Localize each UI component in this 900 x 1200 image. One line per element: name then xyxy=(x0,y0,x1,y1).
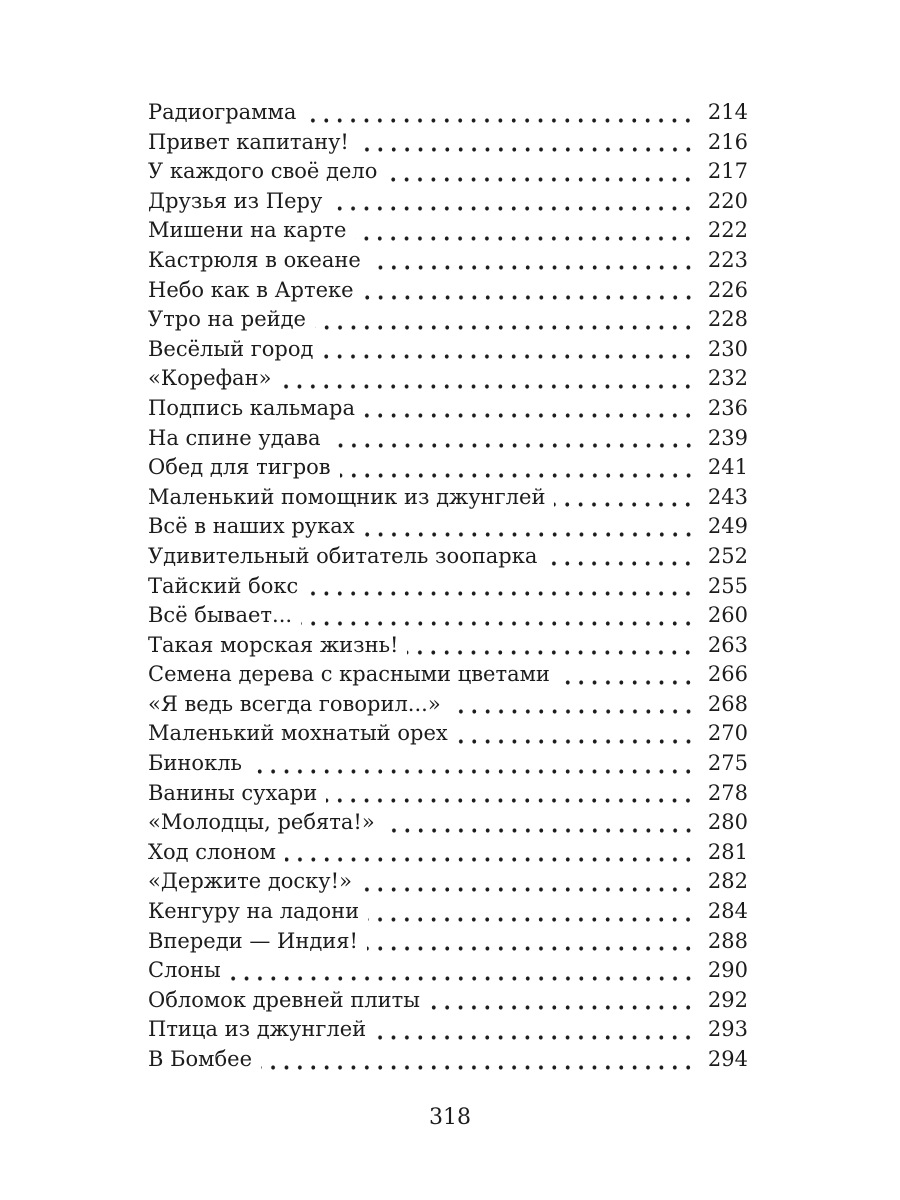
toc-entry-page-number: 239 xyxy=(707,425,748,450)
toc-entry-title: Обед для тигров xyxy=(148,455,331,480)
toc-entry-page-number: 293 xyxy=(707,1017,748,1042)
toc-entry-title: «Корефан» xyxy=(148,366,272,391)
dot-leader xyxy=(322,335,694,365)
toc-entry-page-number: 255 xyxy=(707,573,748,598)
dot-leader xyxy=(230,956,695,986)
toc-entry xyxy=(148,897,748,927)
toc-entry xyxy=(148,719,748,749)
toc-entry-page-number: 232 xyxy=(707,366,748,391)
dot-leader xyxy=(384,808,695,838)
toc-entry-title: Такая морская жизнь! xyxy=(148,632,399,657)
toc-entry-title: Утро на рейде xyxy=(148,307,306,332)
toc-entry-title: Семена дерева с красными цветами xyxy=(148,662,550,687)
toc-entry-page-number: 217 xyxy=(707,159,748,184)
dot-leader xyxy=(305,98,695,128)
toc-entry-page-number: 226 xyxy=(707,277,748,302)
toc-entry xyxy=(148,808,748,838)
toc-entry xyxy=(148,1015,748,1045)
toc-entry-title: «Держите доску!» xyxy=(148,869,352,894)
toc-entry-page-number: 243 xyxy=(707,484,748,509)
toc-entry xyxy=(148,986,748,1016)
toc-entry xyxy=(148,838,748,868)
toc-entry-page-number: 228 xyxy=(707,307,748,332)
toc-entry-page-number: 281 xyxy=(707,839,748,864)
toc-entry xyxy=(148,749,748,779)
toc-entry xyxy=(148,216,748,246)
toc-entry-page-number: 275 xyxy=(707,751,748,776)
toc-entry xyxy=(148,394,748,424)
toc-entry-page-number: 249 xyxy=(707,514,748,539)
toc-entry-title: Небо как в Артеке xyxy=(148,277,354,302)
toc-entry xyxy=(148,512,748,542)
toc-entry xyxy=(148,364,748,394)
toc-entry-title: Слоны xyxy=(148,958,221,983)
dot-leader xyxy=(280,364,694,394)
dot-leader xyxy=(364,394,695,424)
toc-entry-page-number: 278 xyxy=(707,780,748,805)
toc-entry-page-number: 268 xyxy=(707,691,748,716)
dot-leader xyxy=(364,512,695,542)
toc-entry-title: Маленький мохнатый орех xyxy=(148,721,448,746)
dot-leader xyxy=(315,305,695,335)
toc-entry-page-number: 270 xyxy=(707,721,748,746)
toc-entry-page-number: 236 xyxy=(707,395,748,420)
dot-leader xyxy=(363,276,695,306)
toc-entry-title: Кенгуру на ладони xyxy=(148,899,360,924)
toc-entry xyxy=(148,276,748,306)
toc-entry xyxy=(148,453,748,483)
dot-leader xyxy=(358,128,695,158)
toc-entry-page-number: 282 xyxy=(707,869,748,894)
toc-entry-page-number: 220 xyxy=(707,188,748,213)
toc-entry xyxy=(148,157,748,187)
toc-entry xyxy=(148,424,748,454)
dot-leader xyxy=(407,631,694,661)
toc-entry-page-number: 252 xyxy=(707,543,748,568)
dot-leader xyxy=(368,897,695,927)
toc-entry-page-number: 284 xyxy=(707,899,748,924)
toc-entry-page-number: 290 xyxy=(707,958,748,983)
toc-entry xyxy=(148,128,748,158)
toc-entry-title: Впереди — Индия! xyxy=(148,928,358,953)
dot-leader xyxy=(367,927,695,957)
toc-entry-page-number: 266 xyxy=(707,662,748,687)
toc-entry-title: Ванины сухари xyxy=(148,780,318,805)
toc-entry-page-number: 222 xyxy=(707,218,748,243)
toc-entry xyxy=(148,779,748,809)
dot-leader xyxy=(450,690,695,720)
toc-entry-title: «Молодцы, ребята!» xyxy=(148,810,375,835)
page-folio-number: 318 xyxy=(429,1105,471,1130)
toc-entry-title: У каждого своё дело xyxy=(148,159,378,184)
dot-leader xyxy=(261,1045,695,1075)
toc-entry-title: На спине удава xyxy=(148,425,321,450)
toc-entry xyxy=(148,98,748,128)
dot-leader xyxy=(361,867,695,897)
toc-entry xyxy=(148,1045,748,1075)
dot-leader xyxy=(251,749,695,779)
toc-entry-page-number: 214 xyxy=(707,100,748,124)
dot-leader xyxy=(340,453,695,483)
toc-entry-page-number: 241 xyxy=(707,455,748,480)
toc-entry-page-number: 294 xyxy=(707,1047,748,1071)
toc-entry-title: Друзья из Перу xyxy=(148,188,323,213)
toc-entry xyxy=(148,601,748,631)
toc-entry-title: Всё бывает... xyxy=(148,603,293,628)
toc-entry xyxy=(148,246,748,276)
dot-leader xyxy=(554,483,694,513)
dot-leader xyxy=(370,246,695,276)
toc-entry-title: «Я ведь всегда говорил...» xyxy=(148,691,441,716)
dot-leader xyxy=(326,779,695,809)
toc-entry-page-number: 280 xyxy=(707,810,748,835)
dot-leader xyxy=(355,216,694,246)
dot-leader xyxy=(307,572,695,602)
toc-entry-page-number: 288 xyxy=(707,928,748,953)
dot-leader xyxy=(301,601,695,631)
toc-entry xyxy=(148,660,748,690)
toc-entry xyxy=(148,690,748,720)
dot-leader xyxy=(331,187,695,217)
toc-entry-title: Весёлый город xyxy=(148,336,314,361)
toc-entry-title: Маленький помощник из джунглей xyxy=(148,484,546,509)
toc-entry xyxy=(148,335,748,365)
dot-leader xyxy=(330,424,695,454)
toc-entry-page-number: 230 xyxy=(707,336,748,361)
toc-entry xyxy=(148,572,748,602)
dot-leader xyxy=(285,838,695,868)
toc-entry-page-number: 263 xyxy=(707,632,748,657)
toc-entry-page-number: 292 xyxy=(707,987,748,1012)
toc-entry-title: Бинокль xyxy=(148,751,242,776)
toc-entry xyxy=(148,542,748,572)
toc-entry xyxy=(148,956,748,986)
toc-entry-title: Радиограмма xyxy=(148,100,297,124)
toc-entry-title: Подпись кальмара xyxy=(148,395,355,420)
toc-entry-page-number: 223 xyxy=(707,247,748,272)
toc-entry-title: Птица из джунглей xyxy=(148,1017,367,1042)
toc-entry-title: Мишени на карте xyxy=(148,218,347,243)
toc-entry xyxy=(148,187,748,217)
dot-leader xyxy=(386,157,695,187)
toc-entry-title: Тайский бокс xyxy=(148,573,299,598)
toc-entry-page-number: 260 xyxy=(707,603,748,628)
toc-entry-title: В Бомбее xyxy=(148,1047,253,1071)
toc-entry-title: Привет капитану! xyxy=(148,129,349,154)
toc-entry-title: Обломок древней плиты xyxy=(148,987,421,1012)
toc-entry-title: Удивительный обитатель зоопарка xyxy=(148,543,538,568)
table-of-contents xyxy=(148,98,748,1075)
dot-leader xyxy=(457,719,695,749)
toc-entry-title: Кастрюля в океане xyxy=(148,247,361,272)
toc-entry xyxy=(148,305,748,335)
toc-entry-title: Ход слоном xyxy=(148,839,276,864)
toc-entry-page-number: 216 xyxy=(707,129,748,154)
toc-entry xyxy=(148,867,748,897)
toc-entry xyxy=(148,927,748,957)
toc-entry xyxy=(148,483,748,513)
dot-leader xyxy=(429,986,695,1016)
dot-leader xyxy=(559,660,695,690)
dot-leader xyxy=(375,1015,695,1045)
toc-entry xyxy=(148,631,748,661)
dot-leader xyxy=(546,542,695,572)
toc-entry-title: Всё в наших руках xyxy=(148,514,355,539)
